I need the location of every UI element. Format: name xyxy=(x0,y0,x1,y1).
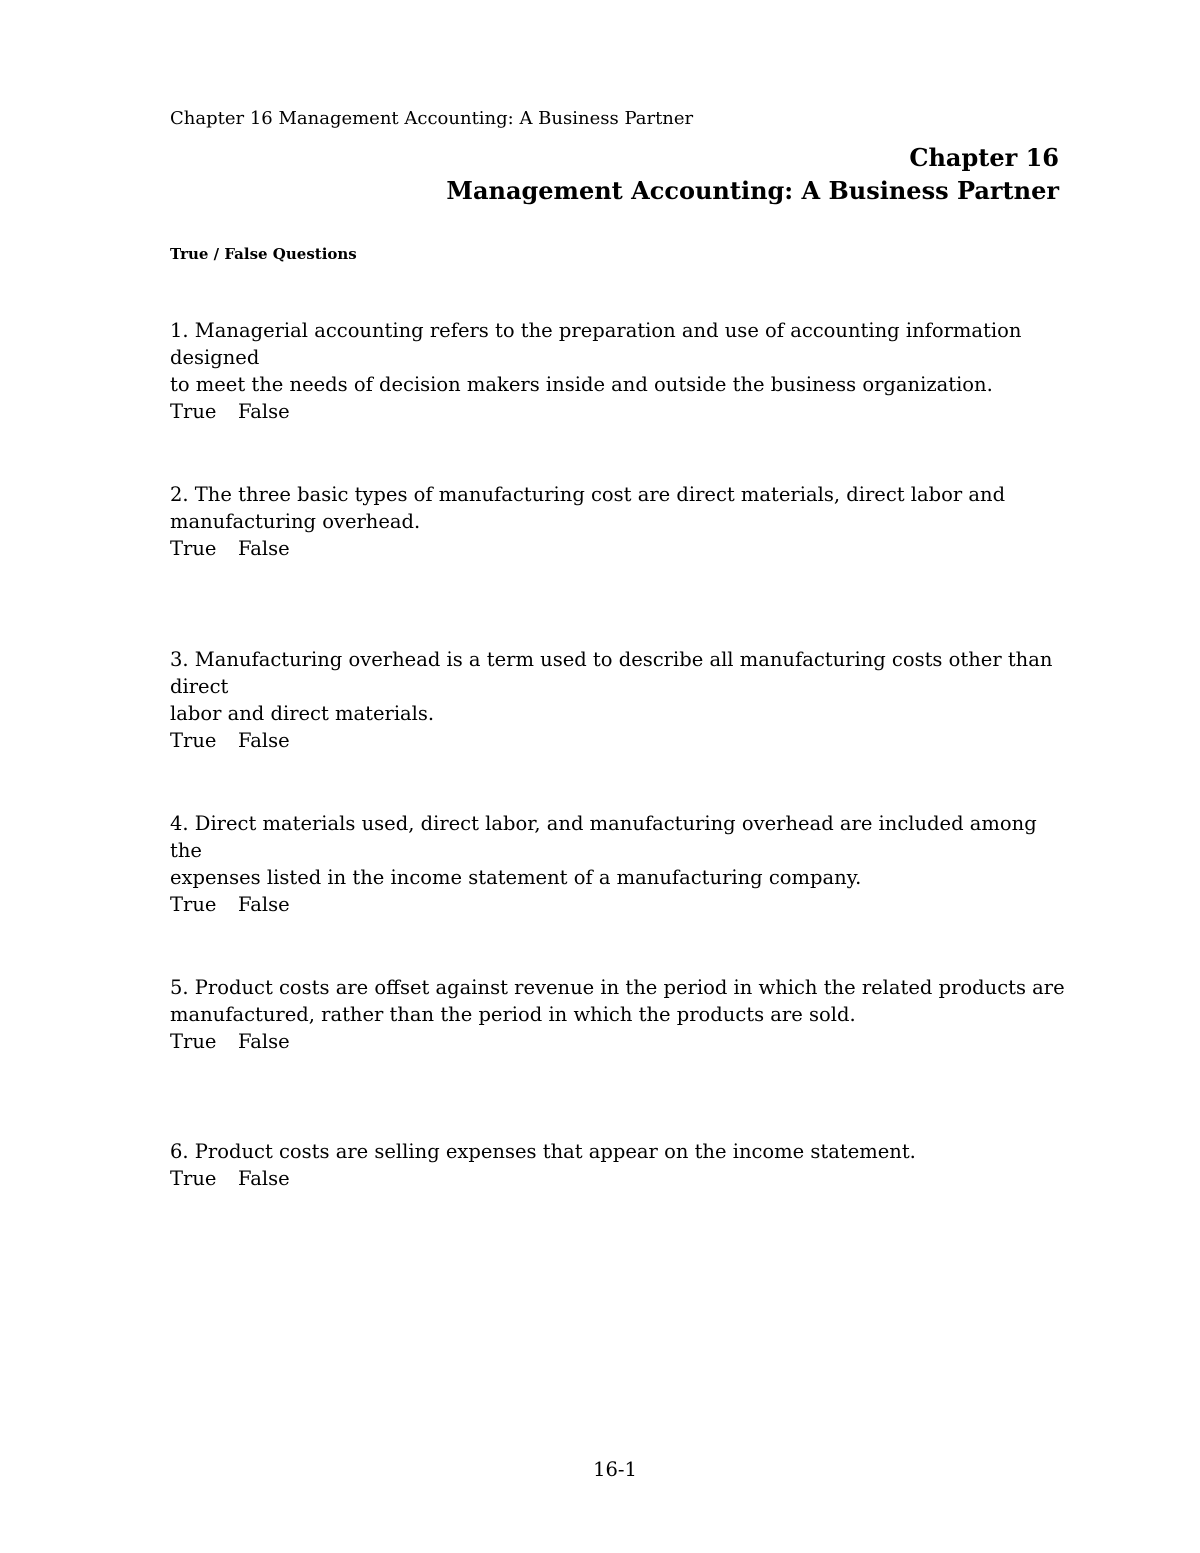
answer-options xyxy=(170,727,1070,754)
question-text: 4. Direct materials used, direct labor, and manufacturing overhead are included among the expenses listed in the income statement of a manufacturing company. xyxy=(170,812,1037,889)
question-text: 3. Manufacturing overhead is a term used to describe all manufacturing costs other than direct labor and direct materials. xyxy=(170,648,1053,725)
option-false: False xyxy=(238,729,290,752)
question-item xyxy=(170,1138,1070,1192)
question-item xyxy=(170,646,1070,754)
option-false: False xyxy=(238,400,290,423)
question-item xyxy=(170,481,1070,562)
answer-options xyxy=(170,398,1070,425)
question-item xyxy=(170,317,1070,425)
option-true: True xyxy=(170,1167,217,1190)
question-text: 5. Product costs are offset against revenue in the period in which the related products are manufactured, rather than the period in which the products are sold. xyxy=(170,976,1065,1026)
section-heading: True / False Questions xyxy=(170,245,357,263)
option-false: False xyxy=(238,1167,290,1190)
answer-options xyxy=(170,1028,1070,1055)
question-text: 2. The three basic types of manufacturing cost are direct materials, direct labor and manufacturing overhead. xyxy=(170,483,1006,533)
option-true: True xyxy=(170,537,217,560)
title-block xyxy=(446,141,1059,207)
question-item xyxy=(170,974,1070,1055)
option-false: False xyxy=(238,893,290,916)
option-true: True xyxy=(170,893,217,916)
chapter-label: Chapter 16 xyxy=(909,143,1059,172)
page-number: 16-1 xyxy=(593,1458,637,1481)
option-false: False xyxy=(238,1030,290,1053)
question-text: 1. Managerial accounting refers to the preparation and use of accounting information designed to meet the needs of decision makers inside and outside the business organization. xyxy=(170,319,1022,396)
option-true: True xyxy=(170,1030,217,1053)
answer-options xyxy=(170,535,1070,562)
option-true: True xyxy=(170,400,217,423)
answer-options xyxy=(170,891,1070,918)
question-text: 6. Product costs are selling expenses that appear on the income statement. xyxy=(170,1140,916,1163)
option-false: False xyxy=(238,537,290,560)
option-true: True xyxy=(170,729,217,752)
question-item xyxy=(170,810,1070,918)
answer-options xyxy=(170,1165,1070,1192)
chapter-title: Management Accounting: A Business Partner xyxy=(446,176,1059,205)
running-header: Chapter 16 Management Accounting: A Business Partner xyxy=(170,108,694,129)
